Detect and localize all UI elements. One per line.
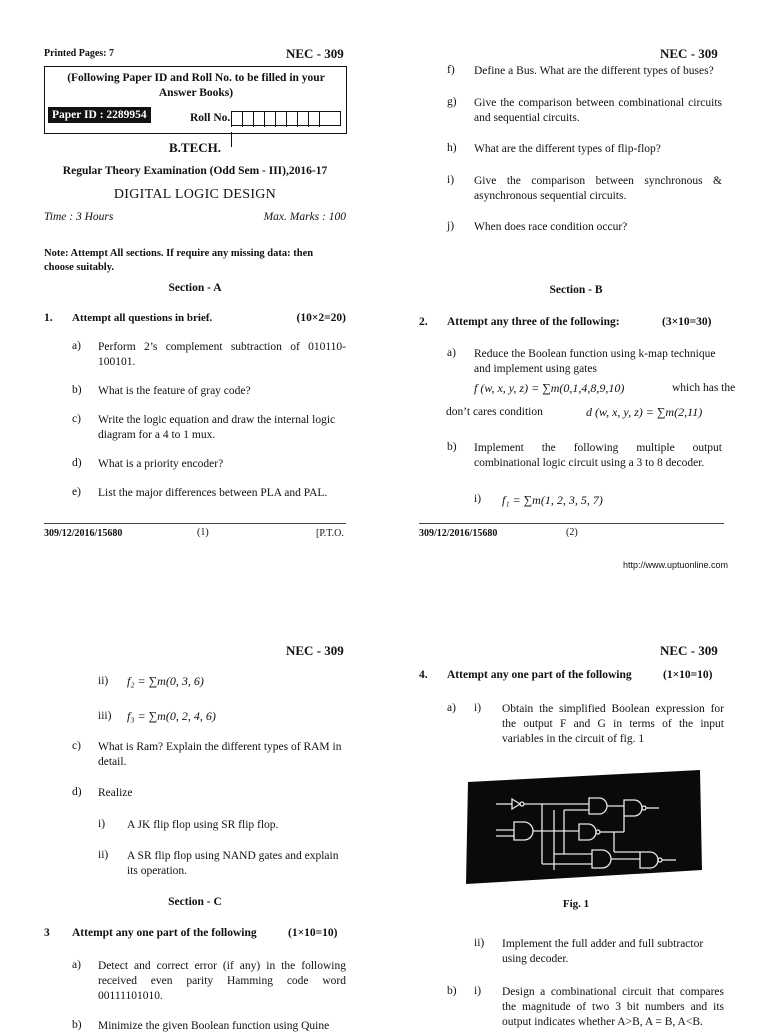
item-label: iii) — [98, 710, 112, 722]
item-label: b) — [447, 985, 457, 997]
section-b-title: Section - B — [549, 284, 603, 296]
roll-no-field — [231, 111, 341, 126]
item-label: c) — [72, 740, 81, 752]
item-label: j) — [447, 220, 455, 232]
item-label: i) — [474, 702, 482, 714]
item-label: ii) — [98, 675, 109, 687]
section-a-title: Section - A — [168, 282, 222, 294]
question-g: Give the comparison between combinational circuits and sequential circuits. — [474, 97, 722, 124]
exam-title: Regular Theory Examination (Odd Sem - III),2016-17 — [62, 165, 328, 177]
item-label: b) — [447, 441, 457, 453]
roll-no-label: Roll No. — [190, 112, 231, 124]
item-label: ii) — [98, 849, 109, 861]
q3-text: Attempt any one part of the following — [72, 927, 257, 939]
q1-number: 1. — [44, 312, 53, 324]
q2c-text: What is Ram? Explain the different types of RAM in detail. — [98, 741, 342, 768]
q2a-which: which has the — [672, 382, 736, 394]
q4b-i-text: Design a combinational circuit that compares the magnitude of two 3 bit numbers and its output indicates whether A>B, A = B, A<B. — [502, 986, 724, 1028]
item-label: f) — [447, 64, 455, 76]
question-c: Write the logic equation and draw the internal logic diagram for a 4 to 1 mux. — [98, 414, 336, 441]
item-label: c) — [72, 413, 81, 425]
q2-text: Attempt any three of the following: — [447, 316, 620, 328]
q1-text: Attempt all questions in brief. — [72, 312, 213, 324]
q4-marks: (1×10=10) — [663, 669, 713, 681]
circuit-figure — [464, 770, 704, 884]
footer-pto: [P.T.O. — [316, 528, 344, 539]
page-1 — [0, 0, 384, 512]
question-i: Give the comparison between synchronous & asynchronous sequential circuits. — [474, 175, 722, 202]
item-label: a) — [72, 340, 81, 352]
item-label: h) — [447, 142, 457, 154]
printed-pages: Printed Pages: 7 — [44, 48, 114, 59]
q2b-text: Implement the following multiple output combinational logic circuit using a 3 to 8 decoder. — [474, 442, 722, 469]
time: Time : 3 Hours — [44, 211, 114, 223]
q4a-ii-text: Implement the full adder and full subtractor using decoder. — [502, 938, 704, 965]
source-url[interactable]: http://www.uptuonline.com — [623, 560, 729, 570]
paper-code: NEC - 309 — [286, 643, 344, 658]
page-4 — [384, 512, 768, 1028]
question-f: Define a Bus. What are the different types of buses? — [474, 65, 714, 77]
figure-caption: Fig. 1 — [562, 898, 590, 910]
degree: B.TECH. — [168, 140, 221, 155]
q2d-text: Realize — [98, 787, 133, 799]
q3-number: 3 — [44, 927, 50, 939]
footer-page-number: (1) — [197, 527, 209, 538]
item-label: g) — [447, 96, 457, 108]
q4-text: Attempt any one part of the following — [447, 669, 632, 681]
paper-code: NEC - 309 — [286, 46, 344, 61]
q2a-text: Reduce the Boolean function using k-map technique and implement using gates — [474, 348, 716, 375]
item-label: i) — [98, 818, 106, 830]
q2a-dont-care-label: don’t cares condition — [446, 406, 543, 418]
item-label: b) — [72, 1019, 82, 1031]
footer-code: 309/12/2016/15680 — [44, 528, 123, 539]
question-a: Perform 2’s complement subtraction of 010110-100101. — [98, 341, 346, 368]
q2-number: 2. — [419, 316, 428, 328]
item-label: i) — [474, 493, 482, 505]
q4-number: 4. — [419, 669, 428, 681]
note: Note: Attempt All sections. If require any missing data: then choose suitably. — [44, 248, 314, 273]
item-label: i) — [447, 174, 455, 186]
question-b: What is the feature of gray code? — [98, 385, 251, 397]
f3-function: f₃ = ∑m(0, 2, 4, 6) — [127, 709, 216, 723]
q2a-function: f (w, x, y, z) = ∑m(0,1,4,8,9,10) — [474, 381, 625, 395]
item-label: a) — [72, 959, 81, 971]
item-label: a) — [447, 347, 456, 359]
q1-marks: (10×2=20) — [296, 312, 346, 324]
q3b-text: Minimize the given Boolean function using Quine — [98, 1020, 330, 1032]
q3-marks: (1×10=10) — [288, 927, 338, 939]
item-label: ii) — [474, 937, 485, 949]
q2-marks: (3×10=30) — [662, 316, 712, 328]
max-marks: Max. Marks : 100 — [263, 211, 346, 223]
question-e: List the major differences between PLA and PAL. — [98, 487, 328, 499]
item-label: d) — [72, 786, 82, 798]
question-j: When does race condition occur? — [474, 221, 628, 233]
footer-page-number: (2) — [566, 527, 578, 538]
page-3 — [0, 512, 384, 1032]
question-d: What is a priority encoder? — [98, 458, 224, 470]
item-label: e) — [72, 486, 81, 498]
item-label: i) — [474, 985, 482, 997]
q2d-ii-text: A SR flip flop using NAND gates and explain its operation. — [127, 850, 339, 877]
q3a-text: Detect and correct error (if any) in the following received even parity Hamming code word 00111101010. — [98, 960, 346, 1002]
footer-code: 309/12/2016/15680 — [419, 528, 498, 539]
page-2 — [384, 0, 768, 512]
section-c-title: Section - C — [168, 896, 222, 908]
item-label: d) — [72, 457, 82, 469]
item-label: b) — [72, 384, 82, 396]
question-h: What are the different types of flip-flop? — [474, 143, 661, 155]
paper-code: NEC - 309 — [660, 643, 718, 658]
paper-note: (Following Paper ID and Roll No. to be filled in your Answer Books) — [67, 72, 325, 99]
q2b-i-function: f₁ = ∑m(1, 2, 3, 5, 7) — [502, 493, 603, 507]
q2d-i-text: A JK flip flop using SR flip flop. — [127, 819, 279, 831]
subject: DIGITAL LOGIC DESIGN — [113, 187, 277, 202]
f2-function: f₂ = ∑m(0, 3, 6) — [127, 674, 204, 688]
q4a-i-text: Obtain the simplified Boolean expression for the output F and G in terms of the input variables in the circuit of fig. 1 — [502, 703, 724, 745]
id-box — [44, 66, 347, 134]
paper-id: Paper ID : 2289954 — [48, 107, 151, 123]
item-label: a) — [447, 702, 456, 714]
paper-code: NEC - 309 — [660, 46, 718, 61]
q2a-dont-care-function: d (w, x, y, z) = ∑m(2,11) — [586, 405, 703, 419]
